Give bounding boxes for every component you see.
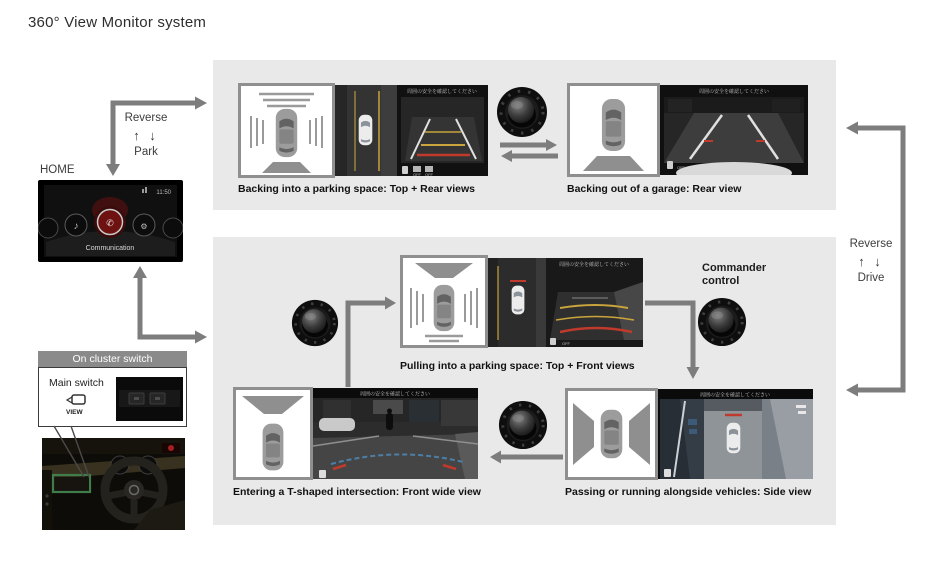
svg-text:⚙: ⚙ bbox=[140, 222, 148, 231]
page-title: 360° View Monitor system bbox=[28, 14, 207, 31]
screen-pulling-into-parking bbox=[400, 255, 643, 348]
car-icon bbox=[359, 115, 373, 146]
home-menu-label: Communication bbox=[85, 245, 135, 252]
safety-note: 周囲の安全を確認してください bbox=[359, 391, 431, 398]
view-diagram-top-front bbox=[400, 255, 488, 348]
car-icon bbox=[434, 285, 455, 331]
up-down-arrows-icon: ↑ ↓ bbox=[133, 128, 159, 143]
left-side-view-zone bbox=[573, 403, 594, 465]
up-down-arrows-icon: ↑ ↓ bbox=[858, 254, 884, 269]
front-wide-view-zone bbox=[242, 396, 304, 414]
home-screen-image bbox=[38, 180, 183, 262]
gear-label-reverse: Reverse bbox=[849, 238, 893, 250]
caption-pulling-into-parking: Pulling into a parking space: Top + Front views bbox=[400, 360, 635, 372]
gear-label-reverse: Reverse bbox=[124, 112, 168, 124]
svg-text:♪: ♪ bbox=[73, 221, 79, 232]
clock-text: 11:50 bbox=[156, 190, 171, 196]
main-switch-label: Main switch bbox=[49, 377, 104, 389]
gear-transition-park bbox=[108, 110, 184, 161]
gear-label-drive: Drive bbox=[857, 272, 885, 284]
car-icon bbox=[727, 423, 741, 454]
door-panel bbox=[42, 470, 52, 530]
caption-backing-into-parking: Backing into a parking space: Top + Rear views bbox=[238, 183, 476, 195]
camera-photo-top-rear bbox=[335, 85, 488, 176]
car-icon bbox=[263, 424, 284, 471]
caption-front-wide-view: Entering a T-shaped intersection: Front wide view bbox=[233, 486, 481, 498]
view-button-label: VIEW bbox=[66, 409, 83, 416]
home-label: HOME bbox=[40, 164, 75, 176]
safety-note: 周囲の安全を確認してください bbox=[699, 392, 771, 399]
cluster-switch-photo bbox=[116, 377, 183, 421]
camera-photo-top-front bbox=[488, 258, 643, 347]
rear-view-zone bbox=[262, 162, 311, 173]
car-icon bbox=[276, 109, 297, 157]
camera-photo-rear bbox=[660, 85, 808, 175]
parked-car bbox=[319, 418, 355, 431]
camera-photo-front-wide bbox=[313, 388, 478, 479]
gear-transition-drive bbox=[838, 236, 904, 287]
hazard-button bbox=[168, 445, 174, 451]
svg-text:✆: ✆ bbox=[106, 218, 114, 228]
safety-note: 周囲の安全を確認してください bbox=[698, 89, 770, 95]
safety-note: 周囲の安全を確認してください bbox=[406, 89, 478, 95]
front-view-zone bbox=[415, 263, 473, 278]
sensor-off-label: OFF bbox=[425, 172, 433, 176]
commander-knob-icon bbox=[697, 297, 747, 347]
commander-control-label: Commander control bbox=[702, 262, 767, 287]
commander-knob-icon bbox=[291, 299, 339, 347]
rear-view-zone bbox=[583, 156, 644, 171]
view-diagram-side bbox=[565, 388, 658, 480]
commander-knob-icon bbox=[498, 400, 548, 450]
view-diagram-top-rear bbox=[238, 83, 335, 178]
camera-photo-side bbox=[658, 389, 813, 479]
right-side-view-zone bbox=[629, 403, 650, 465]
pedestrian bbox=[386, 413, 393, 430]
caption-backing-out-garage: Backing out of a garage: Rear view bbox=[567, 183, 742, 195]
cluster-box-body bbox=[38, 367, 187, 427]
view-diagram-front-wide bbox=[233, 387, 313, 480]
view-button-icon bbox=[65, 393, 87, 407]
screen-front-wide-view bbox=[233, 387, 478, 480]
sensor-off-label: OFF bbox=[677, 165, 685, 170]
arrow-home-to-drive-panel bbox=[140, 276, 196, 337]
car-icon bbox=[602, 99, 625, 151]
car-icon bbox=[601, 410, 623, 459]
cluster-box-header: On cluster switch bbox=[38, 351, 187, 367]
commander-knob-icon bbox=[496, 86, 548, 138]
interior-photo bbox=[42, 438, 185, 530]
gear-label-park: Park bbox=[134, 146, 158, 158]
screen-backing-into-parking bbox=[238, 83, 488, 178]
screen-backing-out-garage bbox=[567, 83, 808, 177]
safety-note: 周囲の安全を確認してください bbox=[558, 262, 630, 268]
cluster-switch-box bbox=[38, 351, 187, 427]
sensor-off-label: OFF bbox=[413, 172, 421, 176]
screen-side-view bbox=[565, 388, 813, 480]
sensor-off-label: OFF bbox=[562, 341, 570, 346]
caption-side-view: Passing or running alongside vehicles: Side view bbox=[565, 486, 812, 498]
view-diagram-rear bbox=[567, 83, 660, 177]
car-icon bbox=[512, 286, 525, 315]
